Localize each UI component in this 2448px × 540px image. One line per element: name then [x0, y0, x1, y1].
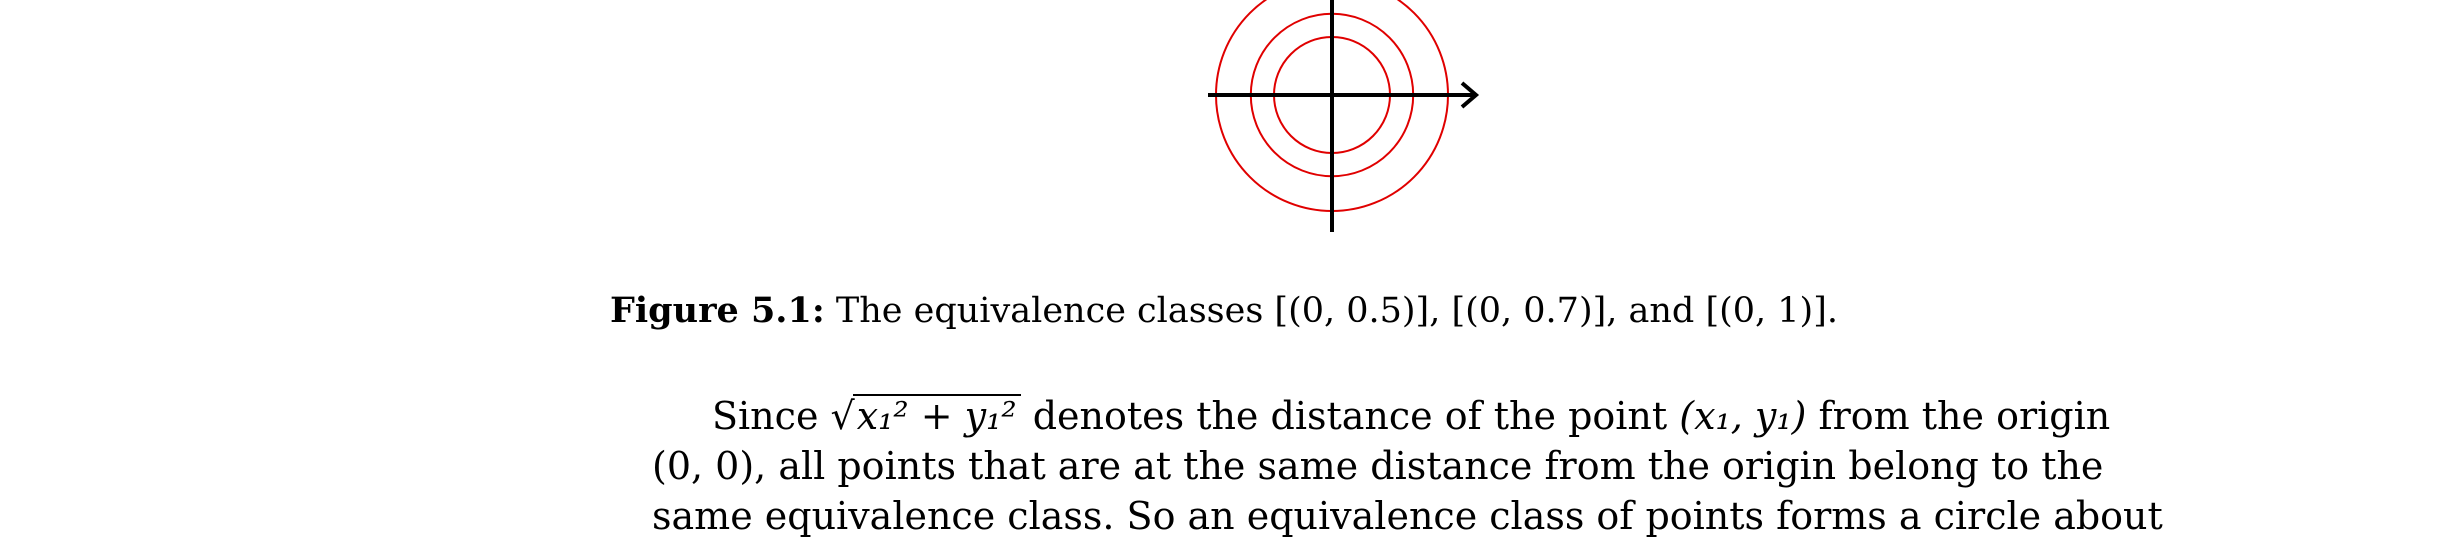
sqrt-radicand: x₁² + y₁²	[853, 394, 1021, 436]
paragraph-line-2: (0, 0), all points that are at the same distance from the origin belong to the	[652, 444, 2104, 488]
text-since: Since	[712, 394, 819, 438]
point-expression: (x₁, y₁)	[1679, 394, 1807, 438]
figure-caption	[0, 290, 2448, 331]
paragraph-line-3: same equivalence class. So an equivalence class of points forms a circle about	[652, 494, 2163, 538]
text-denotes: denotes the distance of the point	[1032, 394, 1668, 438]
sqrt-expression: √x₁² + y₁²	[831, 394, 1021, 438]
caption-label: Figure 5.1:	[610, 290, 825, 331]
equivalence-classes-figure	[1180, 0, 1500, 240]
text-from-origin: from the origin	[1818, 394, 2111, 438]
paragraph-line-1	[652, 392, 2111, 440]
caption-text: The equivalence classes [(0, 0.5)], [(0, 0.7)], and [(0, 1)].	[835, 291, 1838, 331]
